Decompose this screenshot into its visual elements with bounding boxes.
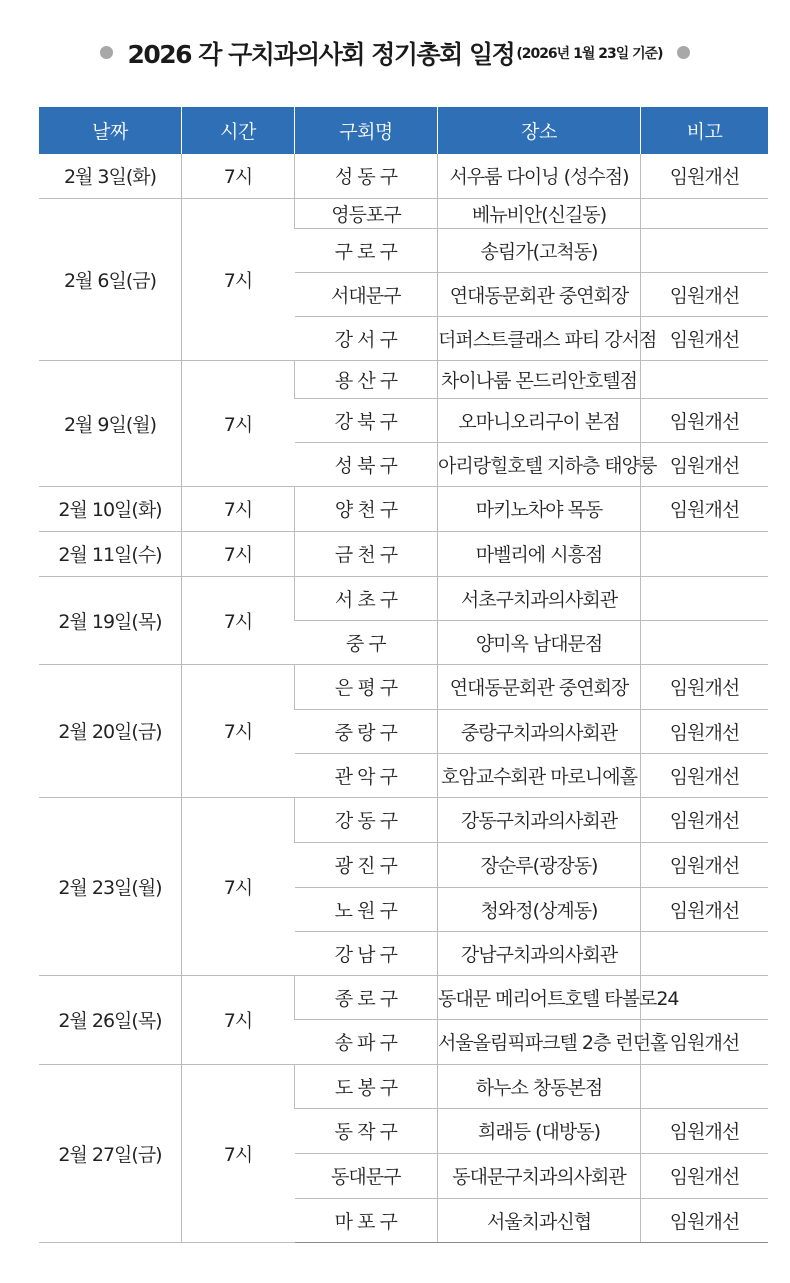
district-cell: 동 작 구 <box>295 1108 438 1153</box>
date-cell: 2월 19일(목) <box>39 576 182 664</box>
header-venue: 장소 <box>438 107 641 154</box>
district-cell: 종 로 구 <box>295 975 438 1019</box>
venue-cell: 중랑구치과의사회관 <box>438 709 641 753</box>
table-row <box>39 975 768 1019</box>
venue-cell: 서울올림픽파크텔 2층 런던홀 <box>438 1019 641 1064</box>
venue-cell: 강남구치과의사회관 <box>438 931 641 975</box>
venue-cell: 희래등 (대방동) <box>438 1108 641 1153</box>
venue-cell: 송림가(고척동) <box>438 228 641 272</box>
district-cell: 동대문구 <box>295 1153 438 1198</box>
venue-cell: 마키노차야 목동 <box>438 486 641 531</box>
schedule-body <box>39 154 768 1242</box>
table-row <box>39 1064 768 1108</box>
table-row <box>39 154 768 198</box>
header-time: 시간 <box>182 107 295 154</box>
district-cell: 용 산 구 <box>295 360 438 398</box>
note-cell: 임원개선 <box>641 272 769 316</box>
venue-cell: 차이나룸 몬드리안호텔점 <box>438 360 641 398</box>
district-cell: 관 악 구 <box>295 753 438 797</box>
note-cell <box>641 228 769 272</box>
venue-cell: 양미옥 남대문점 <box>438 620 641 664</box>
title-note: (2026년 1월 23일 기준) <box>516 45 663 62</box>
note-cell: 임원개선 <box>641 486 769 531</box>
note-cell: 임원개선 <box>641 1108 769 1153</box>
note-cell <box>641 360 769 398</box>
district-cell: 노 원 구 <box>295 887 438 931</box>
time-cell: 7시 <box>182 1064 295 1242</box>
district-cell: 영등포구 <box>295 198 438 228</box>
venue-cell: 더퍼스트클래스 파티 강서점 <box>438 316 641 360</box>
district-cell: 구 로 구 <box>295 228 438 272</box>
venue-cell: 아리랑힐호텔 지하층 태양룽 <box>438 442 641 486</box>
district-cell: 서 초 구 <box>295 576 438 620</box>
note-cell <box>641 198 769 228</box>
bullet-dot-icon <box>100 46 113 59</box>
district-cell: 마 포 구 <box>295 1198 438 1242</box>
district-cell: 은 평 구 <box>295 664 438 709</box>
header-row <box>39 107 768 154</box>
date-cell: 2월 23일(월) <box>39 797 182 975</box>
district-cell: 서대문구 <box>295 272 438 316</box>
date-cell: 2월 11일(수) <box>39 531 182 576</box>
venue-cell: 호암교수회관 마로니에홀 <box>438 753 641 797</box>
venue-cell: 마벨리에 시흥점 <box>438 531 641 576</box>
district-cell: 중 구 <box>295 620 438 664</box>
note-cell: 임원개선 <box>641 154 769 198</box>
note-cell: 임원개선 <box>641 1019 769 1064</box>
note-cell: 임원개선 <box>641 753 769 797</box>
district-cell: 금 천 구 <box>295 531 438 576</box>
table-row <box>39 198 768 228</box>
venue-cell: 장순루(광장동) <box>438 842 641 887</box>
venue-cell: 동대문 메리어트호텔 타볼로24 <box>438 975 641 1019</box>
date-cell: 2월 10일(화) <box>39 486 182 531</box>
district-cell: 강 북 구 <box>295 398 438 442</box>
bullet-dot-icon <box>677 46 690 59</box>
date-cell: 2월 6일(금) <box>39 198 182 360</box>
note-cell <box>641 931 769 975</box>
district-cell: 광 진 구 <box>295 842 438 887</box>
district-cell: 송 파 구 <box>295 1019 438 1064</box>
venue-cell: 청와정(상계동) <box>438 887 641 931</box>
date-cell: 2월 3일(화) <box>39 154 182 198</box>
time-cell: 7시 <box>182 797 295 975</box>
note-cell: 임원개선 <box>641 1153 769 1198</box>
note-cell: 임원개선 <box>641 442 769 486</box>
header-date: 날짜 <box>39 107 182 154</box>
note-cell: 임원개선 <box>641 316 769 360</box>
note-cell <box>641 620 769 664</box>
header-note: 비고 <box>641 107 769 154</box>
district-cell: 강 남 구 <box>295 931 438 975</box>
venue-cell: 서초구치과의사회관 <box>438 576 641 620</box>
venue-cell: 서울치과신협 <box>438 1198 641 1242</box>
table-row <box>39 360 768 398</box>
venue-cell: 동대문구치과의사회관 <box>438 1153 641 1198</box>
venue-cell: 강동구치과의사회관 <box>438 797 641 842</box>
venue-cell: 하누소 창동본점 <box>438 1064 641 1108</box>
title-main: 2026 각 구치과의사회 정기총회 일정 <box>127 39 515 69</box>
table-row <box>39 576 768 620</box>
time-cell: 7시 <box>182 198 295 360</box>
venue-cell: 연대동문회관 중연회장 <box>438 272 641 316</box>
district-cell: 강 동 구 <box>295 797 438 842</box>
time-cell: 7시 <box>182 664 295 797</box>
note-cell <box>641 576 769 620</box>
table-row <box>39 664 768 709</box>
table-row <box>39 531 768 576</box>
date-cell: 2월 27일(금) <box>39 1064 182 1242</box>
district-cell: 중 랑 구 <box>295 709 438 753</box>
time-cell: 7시 <box>182 360 295 486</box>
schedule-table <box>39 107 768 1243</box>
note-cell: 임원개선 <box>641 887 769 931</box>
venue-cell: 서우룸 다이닝 (성수점) <box>438 154 641 198</box>
venue-cell: 베뉴비안(신길동) <box>438 198 641 228</box>
time-cell: 7시 <box>182 975 295 1064</box>
date-cell: 2월 9일(월) <box>39 360 182 486</box>
district-cell: 성 북 구 <box>295 442 438 486</box>
date-cell: 2월 26일(목) <box>39 975 182 1064</box>
note-cell: 임원개선 <box>641 1198 769 1242</box>
schedule-title <box>0 0 790 105</box>
time-cell: 7시 <box>182 486 295 531</box>
date-cell: 2월 20일(금) <box>39 664 182 797</box>
district-cell: 강 서 구 <box>295 316 438 360</box>
note-cell <box>641 1064 769 1108</box>
note-cell <box>641 531 769 576</box>
district-cell: 도 봉 구 <box>295 1064 438 1108</box>
table-row <box>39 797 768 842</box>
note-cell: 임원개선 <box>641 797 769 842</box>
header-district: 구회명 <box>295 107 438 154</box>
note-cell: 임원개선 <box>641 842 769 887</box>
venue-cell: 오마니오리구이 본점 <box>438 398 641 442</box>
time-cell: 7시 <box>182 576 295 664</box>
district-cell: 양 천 구 <box>295 486 438 531</box>
note-cell: 임원개선 <box>641 664 769 709</box>
venue-cell: 연대동문회관 중연회장 <box>438 664 641 709</box>
table-row <box>39 486 768 531</box>
note-cell: 임원개선 <box>641 709 769 753</box>
time-cell: 7시 <box>182 154 295 198</box>
time-cell: 7시 <box>182 531 295 576</box>
note-cell: 임원개선 <box>641 398 769 442</box>
district-cell: 성 동 구 <box>295 154 438 198</box>
